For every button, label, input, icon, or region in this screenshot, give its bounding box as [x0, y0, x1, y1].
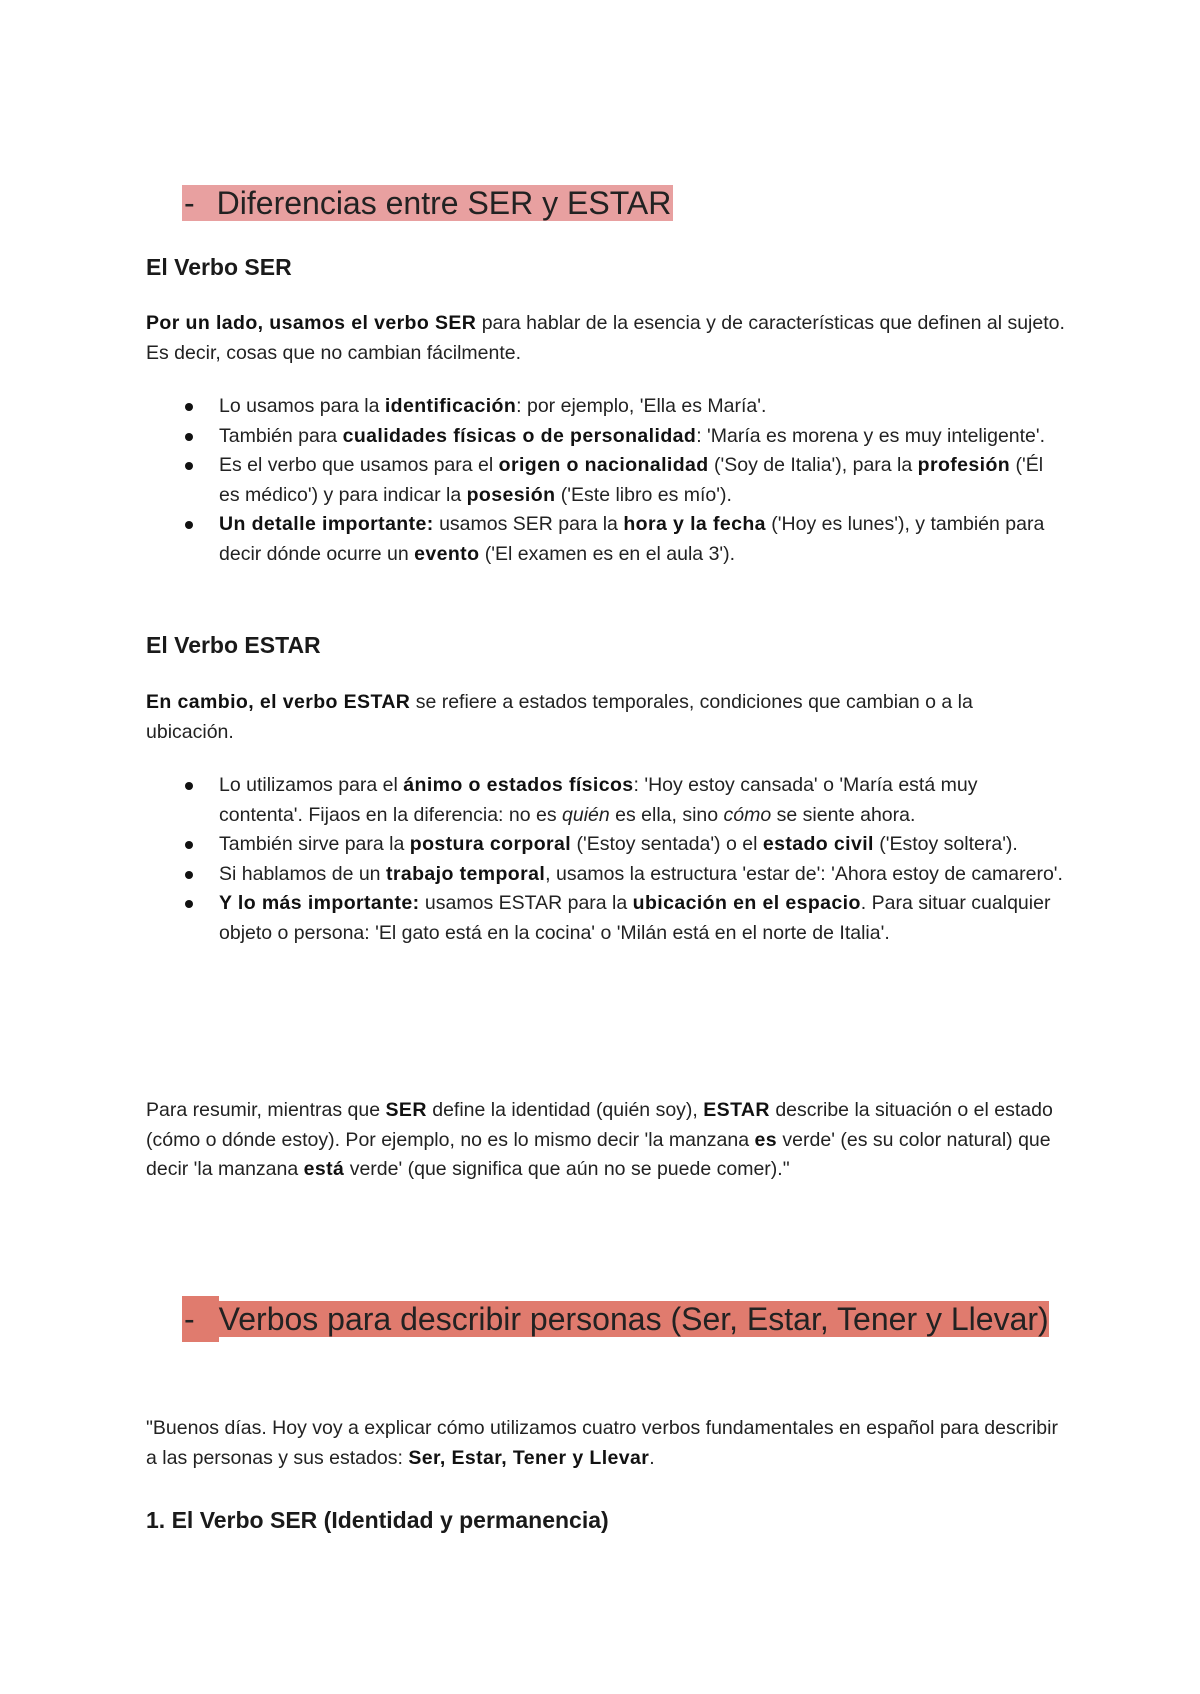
estar-bullet-postura: También sirve para la postura corporal ('Estoy sentada') o el estado civil ('Estoy soltera').	[146, 830, 1066, 860]
ser-list	[146, 392, 1066, 569]
estar-list	[146, 771, 1066, 948]
estar-heading: El Verbo ESTAR	[146, 632, 321, 658]
estar-intro-bold: En cambio, el verbo ESTAR	[146, 691, 411, 713]
ser-bullet-identificacion: Lo usamos para la identificación: por ejemplo, 'Ella es María'.	[146, 392, 1066, 422]
estar-intro-rest: se refiere a estados temporales, condiciones que cambian o a la ubicación.	[146, 691, 973, 743]
section2-title: Verbos para describir personas (Ser, Estar, Tener y Llevar)	[218, 1301, 1049, 1337]
section2-heading	[182, 1296, 1066, 1342]
ser-intro	[146, 309, 1066, 368]
ser-identidad-heading: 1. El Verbo SER (Identidad y permanencia)	[146, 1507, 609, 1533]
section2-dash: -	[182, 1296, 197, 1342]
estar-bullet-trabajo: Si hablamos de un trabajo temporal, usamos la estructura 'estar de': 'Ahora estoy de camarero'.	[146, 860, 1066, 890]
section1-heading	[182, 180, 1066, 226]
ser-heading: El Verbo SER	[146, 254, 292, 280]
estar-bullet-ubicacion: Y lo más importante: usamos ESTAR para la ubicación en el espacio. Para situar cualquier objeto o persona: 'El gato está en la cocina' o 'Milán está en el norte de Italia'.	[146, 889, 1066, 948]
ser-bullet-hora-fecha: Un detalle importante: usamos SER para la hora y la fecha ('Hoy es lunes'), y también para decir dónde ocurre un evento ('El examen es en el aula 3').	[146, 510, 1066, 569]
section2-intro: "Buenos días. Hoy voy a explicar cómo utilizamos cuatro verbos fundamentales en español para describir a las personas y sus estados: Ser, Estar, Tener y Llevar.	[146, 1417, 1058, 1469]
section1-heading-highlight	[182, 185, 673, 221]
ser-intro-bold: Por un lado, usamos el verbo SER	[146, 312, 477, 334]
ser-bullet-origen: Es el verbo que usamos para el origen o nacionalidad ('Soy de Italia'), para la profesión ('Él es médico') y para indicar la posesión ('Este libro es mío').	[146, 451, 1066, 510]
section1-title: Diferencias entre SER y ESTAR	[216, 185, 672, 221]
ser-intro-rest: para hablar de la esencia y de características que definen al sujeto. Es decir, cosas que no cambian fácilmente.	[146, 312, 1065, 364]
ser-bullet-cualidades: También para cualidades físicas o de personalidad: 'María es morena y es muy inteligente'.	[146, 422, 1066, 452]
estar-bullet-animo: Lo utilizamos para el ánimo o estados físicos: 'Hoy estoy cansada' o 'María está muy contenta'. Fijaos en la diferencia: no es quién es ella, sino cómo se siente ahora.	[146, 771, 1066, 830]
section1-dash: -	[184, 185, 195, 221]
estar-intro	[146, 688, 1066, 747]
summary-paragraph: Para resumir, mientras que SER define la identidad (quién soy), ESTAR describe la situación o el estado (cómo o dónde estoy). Por ejemplo, no es lo mismo decir 'la manzana es verde' (es su color natural) que decir 'la manzana está verde' (que significa que aún no se puede comer)."	[146, 1099, 1053, 1180]
